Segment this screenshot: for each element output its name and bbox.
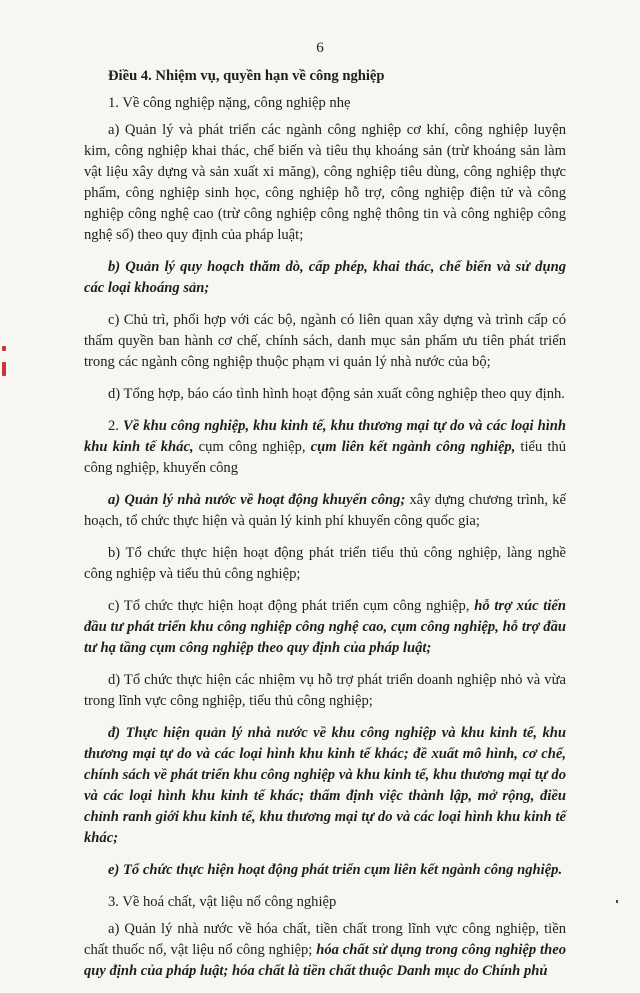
section-2-item-c-emph: hỗ trợ xúc tiến đầu tư phát triển khu công nghiệp công nghệ cao, cụm công nghiệp, hỗ trợ đầu tư hạ tầng cụm công nghiệp theo quy định của pháp luật;	[84, 598, 566, 656]
section-1-item-a: a) Quản lý và phát triển các ngành công nghiệp cơ khí, công nghiệp luyện kim, công nghiệp khai thác, chế biến và tiêu thụ khoáng sản (trừ khoáng sản làm vật liệu xây dựng và sản xuất xi măng), công nghiệp tiêu dùng, công nghiệp thực phẩm, công nghiệp sinh học, công nghiệp hỗ trợ, công nghiệp điện tử và công nghiệp công nghệ cao (trừ công nghiệp công nghệ thông tin và công nghiệp công nghệ số) theo quy định của pháp luật;	[84, 122, 566, 243]
section-2-number: 2.	[108, 418, 124, 434]
page-number: 6	[316, 40, 324, 56]
section-1-item-d: d) Tổng hợp, báo cáo tình hình hoạt động sản xuất công nghiệp theo quy định.	[108, 386, 565, 402]
section-2-item-c	[84, 596, 566, 659]
section-2-item-a	[84, 490, 566, 532]
section-2-item-e: e) Tổ chức thực hiện hoạt động phát triển cụm liên kết ngành công nghiệp.	[108, 862, 563, 878]
section-2-title	[84, 416, 566, 479]
section-1-item-b: b) Quản lý quy hoạch thăm dò, cấp phép, khai thác, chế biến và sử dụng các loại khoáng sản;	[84, 259, 566, 296]
section-2-title-plain-2: tiểu thủ công nghiệp, khuyến công	[84, 439, 566, 476]
section-2-title-plain-1: cụm công nghiệp,	[193, 439, 311, 455]
section-1-title: 1. Về công nghiệp nặng, công nghiệp nhẹ	[108, 95, 351, 111]
section-2-item-c-plain: c) Tổ chức thực hiện hoạt động phát triển cụm công nghiệp,	[108, 598, 475, 614]
section-2-item-b: b) Tổ chức thực hiện hoạt động phát triển tiểu thủ công nghiệp, làng nghề công nghiệp và tiểu thủ công nghiệp;	[84, 545, 566, 582]
scan-mark-top	[2, 346, 6, 351]
section-2-item-d: d) Tổ chức thực hiện các nhiệm vụ hỗ trợ phát triển doanh nghiệp nhỏ và vừa trong lĩnh vực công nghiệp, tiểu thủ công nghiệp;	[84, 672, 566, 709]
scan-mark-bottom	[2, 362, 6, 376]
article-heading: Điều 4. Nhiệm vụ, quyền hạn về công nghiệp	[108, 68, 385, 84]
section-3-item-a-emph: hóa chất sử dụng trong công nghiệp theo quy định của pháp luật; hóa chất là tiền chất thuộc Danh mục do Chính phủ	[84, 942, 566, 979]
section-2-item-a-emph: a) Quản lý nhà nước về hoạt động khuyến công;	[108, 492, 406, 508]
section-3-item-a-plain: a) Quản lý nhà nước về hóa chất, tiền chất trong lĩnh vực công nghiệp, tiền chất thuốc nổ, vật liệu nổ công nghiệp;	[84, 921, 566, 958]
section-3-title: 3. Về hoá chất, vật liệu nổ công nghiệp	[108, 894, 337, 910]
scan-dot	[616, 900, 618, 903]
section-1-item-c: c) Chủ trì, phối hợp với các bộ, ngành có liên quan xây dựng và trình cấp có thẩm quyền ban hành cơ chế, chính sách, danh mục sản phẩm ưu tiên phát triển trong các ngành công nghiệp thuộc phạm vi quản lý nhà nước của bộ;	[84, 312, 566, 370]
section-2-item-a-plain: xây dựng chương trình, kế hoạch, tổ chức thực hiện và quản lý kinh phí khuyến công quốc gia;	[84, 492, 566, 529]
section-3-item-a	[84, 919, 566, 982]
document-body	[84, 66, 566, 993]
section-2-item-dd: đ) Thực hiện quản lý nhà nước về khu công nghiệp và khu kinh tế, khu thương mại tự do và các loại hình khu kinh tế khác; đề xuất mô hình, cơ chế, chính sách về phát triển khu công nghiệp và khu kinh tế, khu thương mại tự do và các loại hình khu kinh tế khác; thẩm định việc thành lập, mở rộng, điều chỉnh ranh giới khu kinh tế, khu thương mại tự do và các loại hình khu kinh tế khác;	[84, 725, 566, 846]
section-2-title-emph-1: Về khu công nghiệp, khu kinh tế, khu thương mại tự do và các loại hình khu kinh tế khác,	[84, 418, 567, 455]
section-2-title-emph-2: cụm liên kết ngành công nghiệp,	[310, 439, 516, 455]
